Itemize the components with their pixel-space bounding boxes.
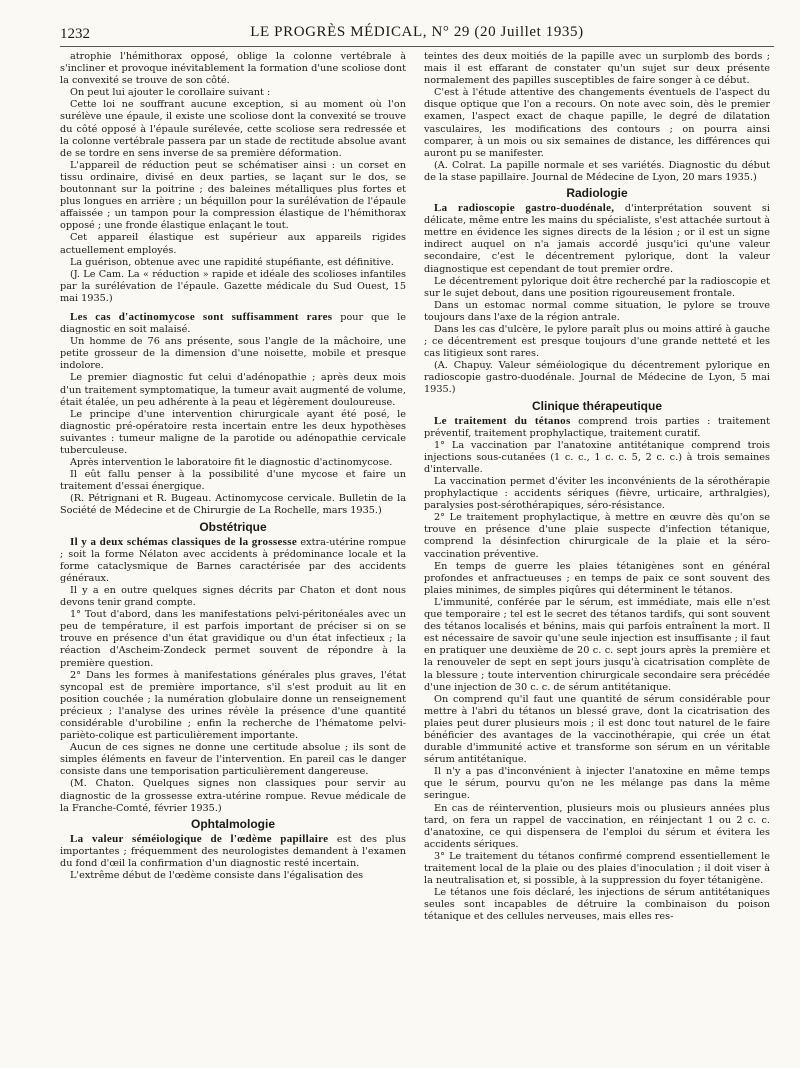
left-column bbox=[60, 51, 406, 882]
article-intro: La radioscopie gastro-duodénale, d'interprétation souvent si délicate, même entre les mains du spécialiste, s'est attachée surtout à mettre en évidence les signes directs de la lésion ; or il est un signe indirect auquel on n'a jamais accordé jusqu'ici qu'une valeur secondaire, c'est le décentrement pylorique, dont la valeur diagnostique est cependant de tout premier ordre. bbox=[424, 202, 771, 275]
paragraph: On peut lui ajouter le corollaire suivant : bbox=[70, 87, 271, 99]
reference: (J. Le Cam. La « réduction » rapide et idéale des scolioses infantiles par la surélévation de l'épaule. Gazette médicale du Sud Ouest, 15 mai 1935.) bbox=[60, 268, 406, 304]
paragraph: atrophie l'hémithorax opposé, oblige la colonne vertébrale à s'incliner et provoque inévitablement la formation d'une scoliose dont la convexité se trouve de son côté. bbox=[60, 51, 406, 87]
reference: (A. Chapuy. Valeur séméiologique du décentrement pylorique en radioscopie gastro-duodénale. Journal de Médecine de Lyon, 5 mai 1935.) bbox=[424, 360, 770, 396]
article-lead: La valeur séméiologique de l'œdème papillaire bbox=[70, 832, 329, 845]
paragraph: teintes des deux moitiés de la papille avec un surplomb des bords ; mais il est effarant de constater qu'un sujet sur deux présente normalement des papilles susceptibles de faire songer à ce début. bbox=[424, 51, 770, 87]
section-heading: Radiologie bbox=[566, 186, 628, 201]
paragraph: Le principe d'une intervention chirurgicale ayant été posé, le diagnostic pré-opératoire resta incertain entre les deux hypothèses suivantes : tumeur maligne de la parotide ou adénopathie cervicale tuberculeuse. bbox=[60, 408, 406, 456]
article-lead: La radioscopie gastro-duodénale, bbox=[434, 202, 615, 215]
paragraph: 1° Tout d'abord, dans les manifestations pelvi-péritonéales avec un peu de température, il est parfois important de préciser si on se trouve en présence d'un état gravidique ou d'un état infectieux ; la réaction d'Ascheim-Zondeck permet souvent de répondre à la première question. bbox=[60, 609, 406, 669]
article-intro: La valeur séméiologique de l'œdème papillaire est des plus importantes ; fréquemment des neurologistes demandent à l'examen du fond d'œil la confirmation d'un diagnostic resté incertain. bbox=[60, 832, 406, 869]
paragraph: Il y a en outre quelques signes décrits par Chaton et dont nous devons tenir grand compte. bbox=[60, 584, 406, 609]
paragraph: L'immunité, conférée par le sérum, est immédiate, mais elle n'est que temporaire ; tel est le secret des tétanos tardifs, qui sont souvent des tétanos localisés et bénins, mais qui parfois entraînent la mort. Il est nécessaire de savoir qu'une seule injection est insuffisante ; il faut en pratiquer une deuxième de 20 c. c. sept jours après la première et la renouveler de sept en sept jours jusqu'à cicatrisation complète de la blessure ; toute intervention chirurgicale secondaire sera précédée d'une injection de 30 c. c. de sérum antitétanique. bbox=[424, 596, 770, 693]
paragraph: En cas de réintervention, plusieurs mois ou plusieurs années plus tard, on fera un rappel de vaccination, en réinjectant 1 ou 2 c. c. d'anatoxine, ce qui dispensera de l'emploi du sérum et évitera les accidents sériques. bbox=[424, 802, 770, 850]
page-number: 1232 bbox=[60, 26, 90, 42]
paragraph: En temps de guerre les plaies tétanigènes sont en général profondes et anfractueuses ; en temps de paix ce sont souvent des plaies minimes, de simples piqûres qui déterminent le tétanos. bbox=[424, 560, 770, 596]
paragraph: On comprend qu'il faut une quantité de sérum considérable pour mettre à l'abri du tétanos un blessé grave, dont la cicatrisation des plaies peut durer plusieurs mois ; il est donc tout naturel de le faire bénéficier des avantages de la vaccinothérapie, qui crée un état durable d'immunité active et transforme son sérum en un véritable sérum antitétanique. bbox=[424, 693, 770, 766]
journal-title: LE PROGRÈS MÉDICAL, N° 29 (20 Juillet 1935) bbox=[250, 24, 584, 40]
reference: (R. Pétrignani et R. Bugeau. Actinomycose cervicale. Bulletin de la Société de Médecine et de Chirurgie de La Rochelle, mars 1935.) bbox=[60, 493, 406, 517]
article-intro: Il y a deux schémas classiques de la grossesse extra-utérine rompue ; soit la forme Nélaton avec accidents à prédominance locale et la forme cataclysmique de Barnes caractérisée par des accidents généraux. bbox=[60, 535, 406, 584]
paragraph: 2° Dans les formes à manifestations générales plus graves, l'état syncopal est de première importance, s'il s'est produit au lit en position couchée ; la numération globulaire donne un renseignement précieux ; l'analyse des urines révèle la présence d'une quantité considérable d'urobiline ; enfin la recherche de l'hématome pelvi-parièto-colique est particulièrement importante. bbox=[60, 669, 406, 742]
paragraph: L'appareil de réduction peut se schématiser ainsi : un corset en tissu ordinaire, divisé en deux parties, se laçant sur le dos, se boutonnant sur la poitrine ; des baleines métalliques plus fortes et plus longues en arrière ; un béquillon pour la surélévation de l'épaule affaissée ; un tampon pour la compression élastique de l'hémithorax opposé ; une fronde élastique enlaçant le tout. bbox=[60, 159, 406, 232]
paragraph: Dans un estomac normal comme situation, le pylore se trouve toujours dans l'axe de la région antrale. bbox=[424, 299, 770, 323]
reference: (M. Chaton. Quelques signes non classiques pour servir au diagnostic de la grossesse extra-utérine rompue. Revue médicale de la Franche-Comté, février 1935.) bbox=[60, 778, 406, 814]
paragraph: Il n'y a pas d'inconvénient à injecter l'anatoxine en même temps que le sérum, pourvu qu'on ne les mélange pas dans la même seringue. bbox=[424, 766, 770, 802]
paragraph: 3° Le traitement du tétanos confirmé comprend essentiellement le traitement local de la plaie ou des plaies d'inoculation ; il doit viser à la neutralisation et, si possible, à la suppression du foyer tétanigène. bbox=[424, 850, 770, 887]
reference: (A. Colrat. La papille normale et ses variétés. Diagnostic du début de la stase papillaire. Journal de Médecine de Lyon, 20 mars 1935.) bbox=[424, 159, 770, 183]
section-heading: Obstétrique bbox=[199, 519, 267, 534]
page-header bbox=[60, 24, 774, 48]
paragraph: L'extrême début de l'œdème consiste dans l'égalisation des bbox=[70, 870, 364, 881]
paragraph: 2° Le traitement prophylactique, à mettre en œuvre dès qu'on se trouve en présence d'une plaie suspecte d'infection tétanique, comprend la désinfection chirurgicale de la plaie et la séro-vaccination préventive. bbox=[424, 512, 770, 560]
paragraph: La vaccination permet d'éviter les inconvénients de la sérothérapie prophylactique : accidents sériques (fièvre, urticaire, arthralgies), paralysies post-sérothérapiques, séro-résistance. bbox=[424, 476, 770, 512]
article-lead: Le traitement du tétanos bbox=[434, 414, 571, 427]
paragraph: Cette loi ne souffrant aucune exception, si au moment où l'on surélève une épaule, il existe une scoliose dont la convexité se trouve du côté opposé à l'épaule surélevée, cette scoliose sera redressée et la colonne vertébrale passera par un stade de rectitude absolue avant de se tordre en sens inverse de sa première déformation. bbox=[60, 99, 406, 159]
section-heading: Clinique thérapeutique bbox=[531, 398, 662, 413]
paragraph: Le tétanos une fois déclaré, les injections de sérum antitétaniques seules sont incapables de détruire la combinaison du poison tétanique et des cellules nerveuses, mais elles res- bbox=[424, 887, 770, 923]
paragraph: Le décentrement pylorique doit être recherché par la radioscopie et sur le sujet debout, dans une position rigoureusement frontale. bbox=[424, 275, 770, 299]
paragraph: Cet appareil élastique est supérieur aux appareils rigides actuellement employés. bbox=[60, 232, 406, 256]
section-heading: Ophtalmologie bbox=[191, 816, 275, 831]
article-intro: Les cas d'actinomycose sont suffisamment rares pour que le diagnostic en soit malaisé. bbox=[60, 310, 406, 336]
paragraph: Après intervention le laboratoire fit le diagnostic d'actinomycose. bbox=[70, 457, 393, 469]
paragraph: La guérison, obtenue avec une rapidité stupéfiante, est définitive. bbox=[70, 256, 394, 268]
article-intro: Le traitement du tétanos comprend trois parties : traitement préventif, traitement prophylactique, traitement curatif. bbox=[424, 414, 771, 439]
paragraph: Il eût fallu penser à la possibilité d'une mycose et faire un traitement d'essai énergique. bbox=[60, 469, 406, 493]
article-lead: Il y a deux schémas classiques de la grossesse bbox=[70, 535, 298, 548]
paragraph: Le premier diagnostic fut celui d'adénopathie ; après deux mois d'un traitement symptomatique, la tumeur avait augmenté de volume, était étalée, un peu adhérente à la peau et légèrement douloureuse. bbox=[60, 372, 406, 408]
paragraph: Un homme de 76 ans présente, sous l'angle de la mâchoire, une petite grosseur de la dimension d'une noisette, mobile et presque indolore. bbox=[60, 336, 406, 372]
paragraph: C'est à l'étude attentive des changements éventuels de l'aspect du disque optique que l'on a recours. On note avec soin, dès le premier examen, l'aspect exact de chaque papille, le degré de dilatation vasculaires, les modifications des contours ; on pourra ainsi comparer, à un mois ou six semaines de distance, les différences qui auront pu se manifester. bbox=[424, 87, 770, 159]
header-rule bbox=[60, 46, 774, 47]
paragraph: 1° La vaccination par l'anatoxine antitétanique comprend trois injections sous-cutanées (1 c. c., 1 c. c. 5, 2 c. c.) à trois semaines d'intervalle. bbox=[424, 439, 770, 475]
paragraph: Aucun de ces signes ne donne une certitude absolue ; ils sont de simples éléments en faveur de l'intervention. En pareil cas le danger consiste dans une temporisation particulièrement dangereuse. bbox=[60, 742, 406, 778]
paragraph: Dans les cas d'ulcère, le pylore paraît plus ou moins attiré à gauche ; ce décentrement est presque toujours d'une grande netteté et les cas litigieux sont rares. bbox=[424, 323, 770, 360]
right-column bbox=[424, 51, 770, 923]
article-lead: Les cas d'actinomycose sont suffisamment rares bbox=[70, 310, 333, 323]
